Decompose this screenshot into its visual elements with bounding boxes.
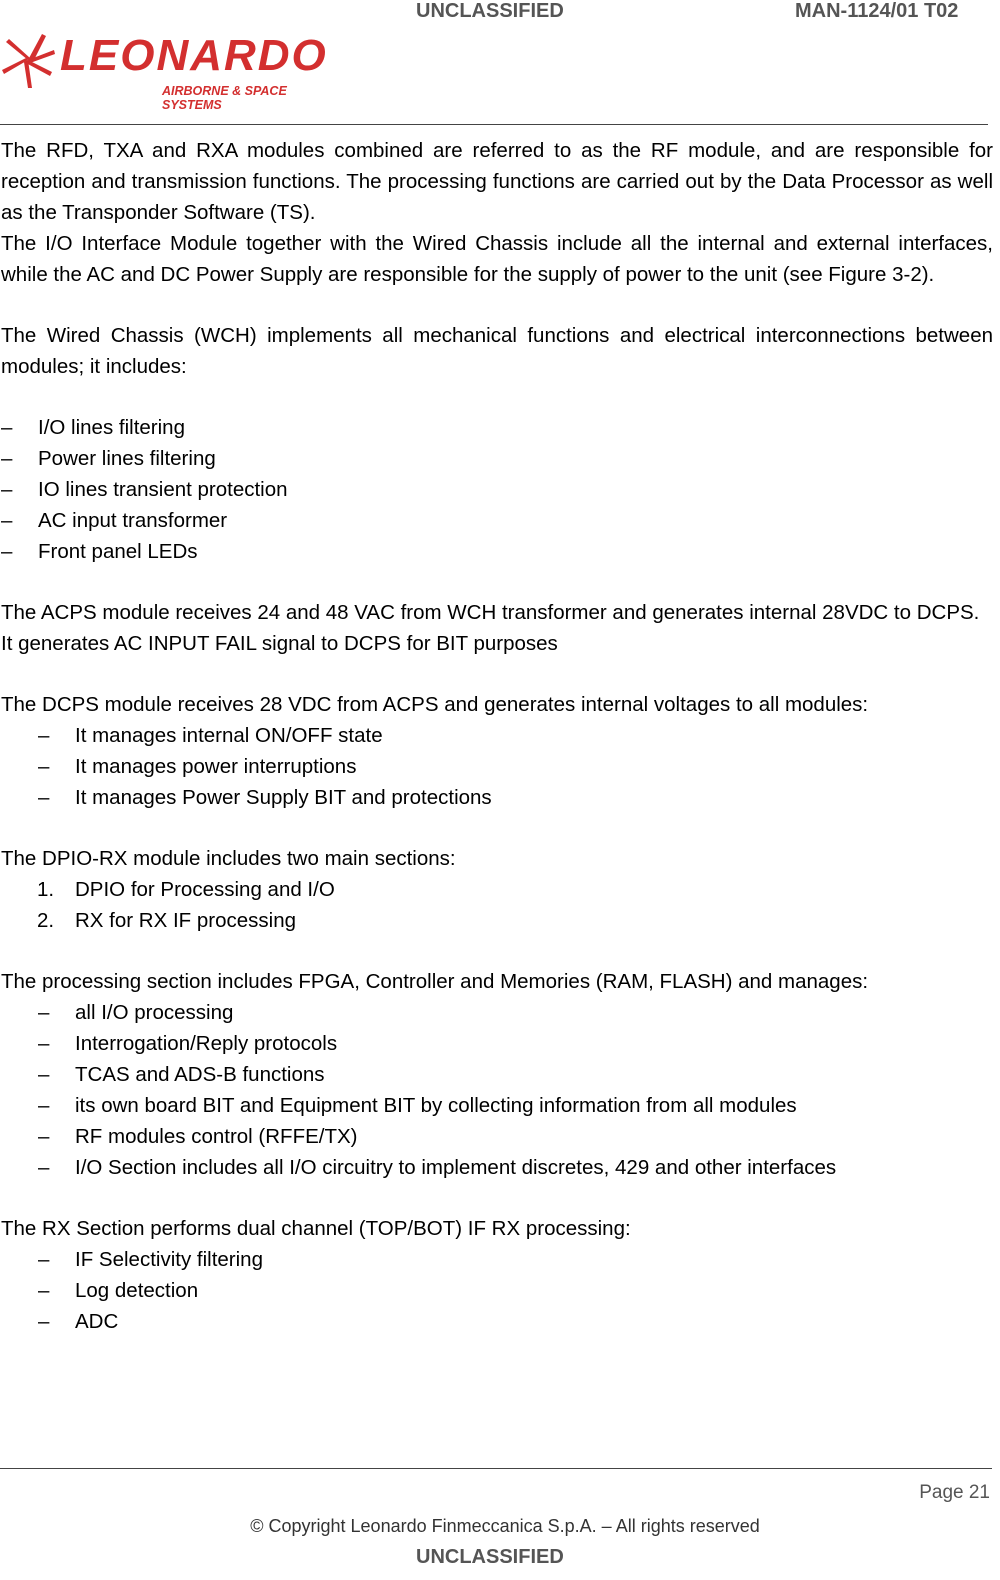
- paragraph-wired-chassis: The Wired Chassis (WCH) implements all mechanical functions and electrical interconnections between modules; it includes:: [1, 324, 993, 378]
- paragraph-dcps: The DCPS module receives 28 VDC from ACPS and generates internal voltages to all modules:: [1, 693, 869, 716]
- list-item: – IF Selectivity filtering: [38, 1248, 263, 1271]
- leonardo-logo: [2, 30, 332, 112]
- paragraph-io-interface: The I/O Interface Module together with the Wired Chassis include all the internal and external interfaces, while the AC and DC Power Supply are responsible for the supply of power to the unit (see Figure 3-2).: [1, 232, 993, 286]
- list-item: – its own board BIT and Equipment BIT by collecting information from all modules: [38, 1094, 797, 1117]
- rx-list: [1, 1244, 993, 1337]
- list-item: – AC input transformer: [1, 509, 228, 532]
- document-number: MAN-1124/01 T02: [795, 0, 959, 22]
- logo-subtitle: AIRBORNE & SPACE SYSTEMS: [162, 84, 287, 112]
- list-item: – Power lines filtering: [1, 447, 216, 470]
- list-item: – RF modules control (RFFE/TX): [38, 1125, 358, 1148]
- header-classification: UNCLASSIFIED: [416, 0, 564, 22]
- processing-list: [1, 997, 993, 1183]
- paragraph-rf-module: The RFD, TXA and RXA modules combined are referred to as the RF module, and are responsible for reception and transmission functions. The processing functions are carried out by the Data Processor as well as the Transponder Software (TS).: [1, 139, 993, 224]
- page-number: Page 21: [919, 1482, 990, 1503]
- dcps-list: [1, 720, 993, 813]
- list-item: – Front panel LEDs: [1, 540, 198, 563]
- list-item: – ADC: [38, 1310, 119, 1333]
- list-item: – It manages power interruptions: [38, 755, 357, 778]
- copyright-notice: © Copyright Leonardo Finmeccanica S.p.A. – All rights reserved: [250, 1516, 760, 1536]
- list-item: – Interrogation/Reply protocols: [38, 1032, 338, 1055]
- header-divider: [0, 124, 988, 125]
- list-item: – all I/O processing: [38, 1001, 234, 1024]
- logo-wordmark: LEONARDO: [60, 31, 328, 80]
- footer-classification: UNCLASSIFIED: [416, 1546, 564, 1568]
- list-item: – It manages internal ON/OFF state: [38, 724, 383, 747]
- paragraph-processing-section: The processing section includes FPGA, Controller and Memories (RAM, FLASH) and manages:: [1, 970, 869, 993]
- paragraph-ac-input-fail: It generates AC INPUT FAIL signal to DCPS for BIT purposes: [1, 632, 558, 655]
- list-item: – I/O Section includes all I/O circuitry to implement discretes, 429 and other interfaces: [38, 1156, 837, 1179]
- leonardo-star-icon: [2, 30, 62, 90]
- list-item: – I/O lines filtering: [1, 416, 185, 439]
- wch-list: [1, 412, 993, 567]
- list-item: – IO lines transient protection: [1, 478, 288, 501]
- paragraph-rx-section: The RX Section performs dual channel (TOP/BOT) IF RX processing:: [1, 1217, 631, 1240]
- paragraph-acps: The ACPS module receives 24 and 48 VAC from WCH transformer and generates internal 28VDC to DCPS.: [1, 601, 980, 624]
- list-item: 2. RX for RX IF processing: [37, 909, 297, 932]
- list-item: – It manages Power Supply BIT and protections: [38, 786, 492, 809]
- dpio-list: [1, 874, 993, 936]
- document-body: [1, 135, 993, 1337]
- list-item: – TCAS and ADS-B functions: [38, 1063, 325, 1086]
- paragraph-dpio-rx: The DPIO-RX module includes two main sections:: [1, 847, 456, 870]
- list-item: – Log detection: [38, 1279, 199, 1302]
- list-item: 1. DPIO for Processing and I/O: [37, 878, 335, 901]
- footer-divider: [0, 1468, 992, 1469]
